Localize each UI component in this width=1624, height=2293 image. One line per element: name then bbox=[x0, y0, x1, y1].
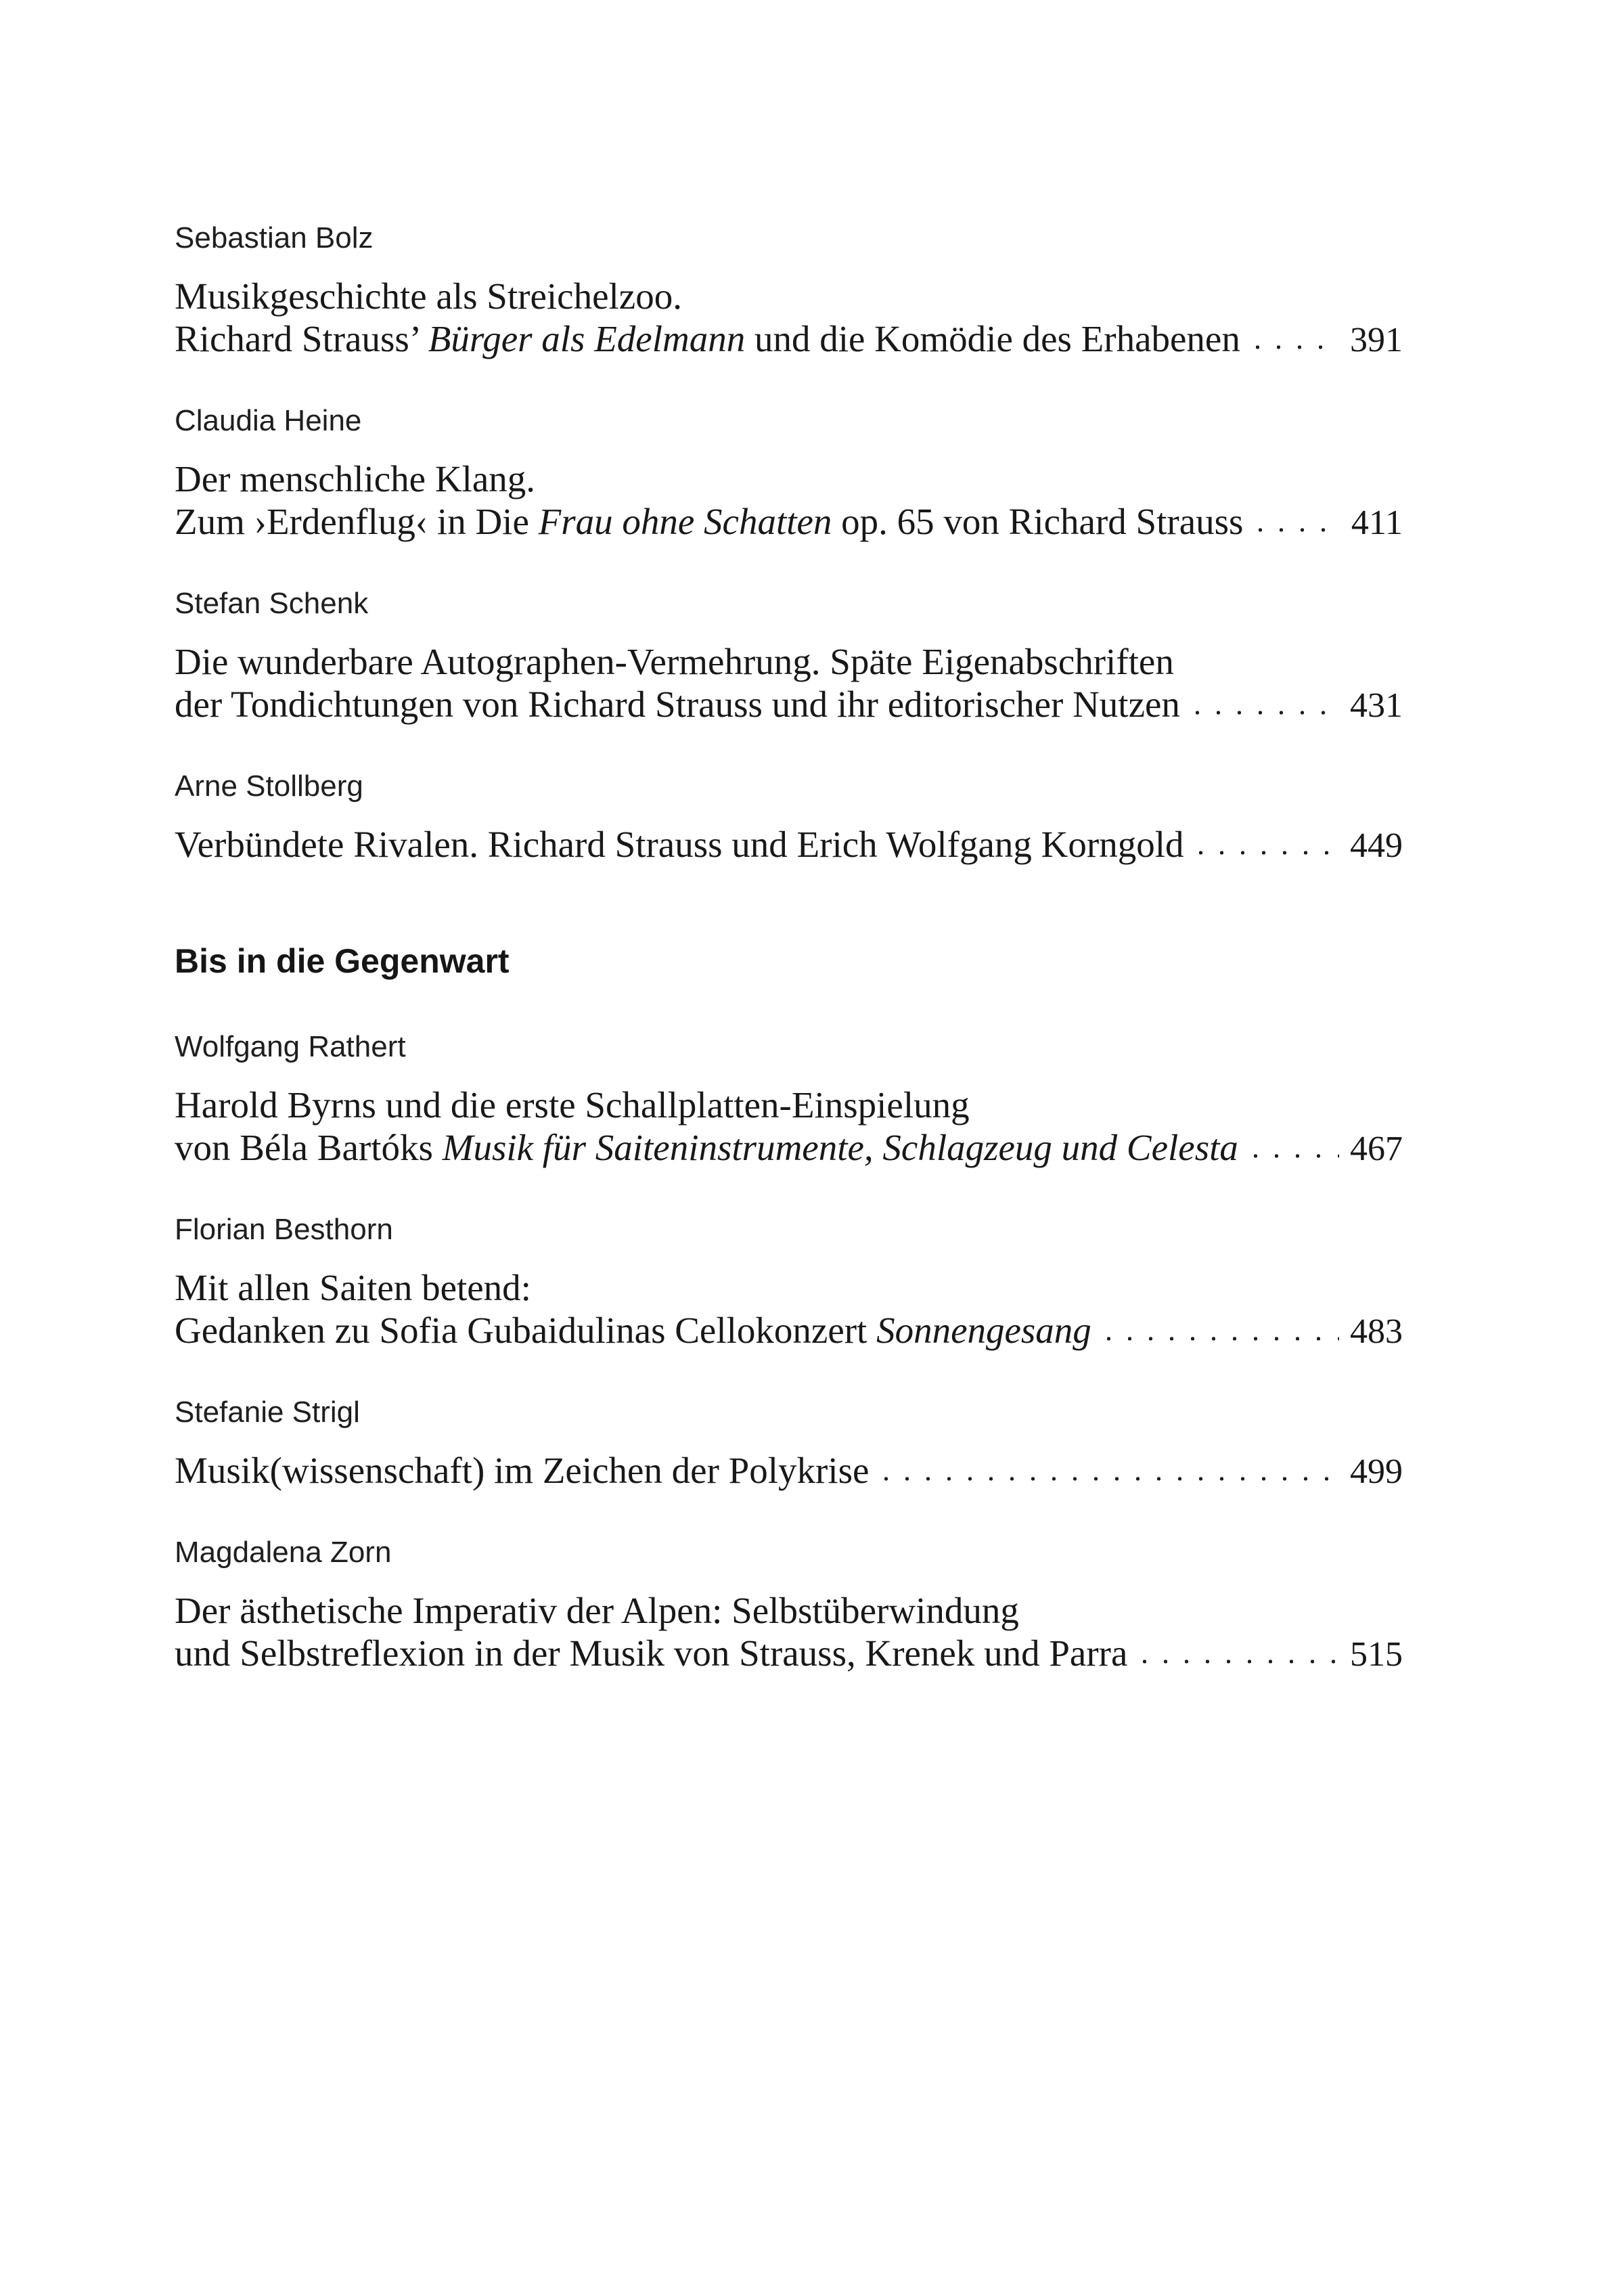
entry-title bbox=[175, 1084, 1403, 1169]
title-run: Der menschliche Klang. bbox=[175, 458, 536, 499]
entry-title bbox=[175, 1266, 1403, 1352]
toc-entry bbox=[175, 770, 1403, 866]
dot-leader bbox=[1247, 317, 1339, 360]
author-name: Wolfgang Rathert bbox=[175, 1030, 406, 1063]
author-name: Magdalena Zorn bbox=[175, 1536, 392, 1569]
entry-title bbox=[175, 458, 1403, 543]
title-line bbox=[175, 1084, 1403, 1126]
dot-leader bbox=[876, 1449, 1339, 1492]
page-number: 483 bbox=[1350, 1312, 1403, 1351]
toc-entry bbox=[175, 1214, 1403, 1352]
title-text bbox=[175, 1632, 1127, 1674]
page-number: 431 bbox=[1350, 686, 1403, 725]
dot-leader bbox=[1190, 823, 1339, 866]
page-number: 467 bbox=[1350, 1130, 1403, 1168]
entry-title bbox=[175, 1449, 1403, 1492]
toc-entry bbox=[175, 1396, 1403, 1492]
title-run: op. 65 von Richard Strauss bbox=[832, 501, 1244, 542]
title-text bbox=[175, 1126, 1238, 1169]
author-name: Stefan Schenk bbox=[175, 587, 369, 620]
dot-leader bbox=[1250, 500, 1340, 543]
title-line bbox=[175, 683, 1403, 726]
title-run: Musik(wissenschaft) im Zeichen der Polykrise bbox=[175, 1450, 870, 1491]
title-text bbox=[175, 317, 1240, 360]
title-text bbox=[175, 640, 1174, 683]
dot-leader bbox=[1134, 1632, 1339, 1674]
toc-entry bbox=[175, 1031, 1403, 1169]
entry-title bbox=[175, 1589, 1403, 1674]
title-line bbox=[175, 1266, 1403, 1309]
title-text bbox=[175, 275, 682, 317]
title-line bbox=[175, 1126, 1403, 1169]
toc-entry bbox=[175, 405, 1403, 543]
dot-leader bbox=[1187, 683, 1339, 726]
toc-content bbox=[175, 222, 1403, 1719]
title-run: Harold Byrns und die erste Schallplatten-Einspielung bbox=[175, 1084, 970, 1126]
title-line bbox=[175, 823, 1403, 866]
toc-entry bbox=[175, 587, 1403, 726]
title-line bbox=[175, 317, 1403, 360]
entry-title bbox=[175, 823, 1403, 866]
title-run: Gedanken zu Sofia Gubaidulinas Cellokonzert bbox=[175, 1310, 877, 1351]
title-line bbox=[175, 500, 1403, 543]
title-italic-run: Frau ohne Schatten bbox=[538, 501, 832, 542]
title-text bbox=[175, 1309, 1091, 1352]
title-run: Musikgeschichte als Streichelzoo. bbox=[175, 275, 682, 317]
title-line bbox=[175, 1589, 1403, 1632]
title-line bbox=[175, 1449, 1403, 1492]
page-number: 515 bbox=[1350, 1635, 1403, 1674]
page-number: 411 bbox=[1351, 504, 1403, 542]
dot-leader bbox=[1245, 1126, 1339, 1169]
title-italic-run: Sonnengesang bbox=[876, 1310, 1091, 1351]
title-run: und Selbstreflexion in der Musik von Strauss, Krenek und Parra bbox=[175, 1632, 1128, 1674]
section-heading: Bis in die Gegenwart bbox=[175, 942, 510, 980]
page-number: 499 bbox=[1350, 1452, 1403, 1491]
page-number: 449 bbox=[1350, 826, 1403, 865]
title-line bbox=[175, 458, 1403, 500]
title-text bbox=[175, 458, 535, 500]
title-text bbox=[175, 1084, 970, 1126]
title-text bbox=[175, 683, 1180, 726]
title-text bbox=[175, 1449, 869, 1492]
title-text bbox=[175, 1589, 1019, 1632]
dot-leader bbox=[1098, 1309, 1339, 1352]
title-run: und die Komödie des Erhabenen bbox=[745, 318, 1240, 359]
author-name: Stefanie Strigl bbox=[175, 1396, 360, 1429]
title-run: von Béla Bartóks bbox=[175, 1127, 443, 1168]
title-text bbox=[175, 500, 1243, 543]
title-run: Der ästhetische Imperativ der Alpen: Selbstüberwindung bbox=[175, 1590, 1019, 1631]
title-italic-run: Bürger als Edelmann bbox=[428, 318, 746, 359]
title-line bbox=[175, 275, 1403, 317]
toc-entry bbox=[175, 1536, 1403, 1674]
author-name: Claudia Heine bbox=[175, 404, 362, 437]
title-italic-run: Musik für Saiteninstrumente, Schlagzeug und Celesta bbox=[442, 1127, 1238, 1168]
title-run: Mit allen Saiten betend: bbox=[175, 1267, 531, 1308]
entry-title bbox=[175, 640, 1403, 726]
title-run: Richard Strauss’ bbox=[175, 318, 428, 359]
toc-entry bbox=[175, 222, 1403, 360]
title-run: der Tondichtungen von Richard Strauss und ihr editorischer Nutzen bbox=[175, 684, 1180, 725]
title-run: Zum ›Erdenflug‹ in Die bbox=[175, 501, 539, 542]
title-line bbox=[175, 640, 1403, 683]
page-number: 391 bbox=[1350, 321, 1403, 359]
author-name: Florian Besthorn bbox=[175, 1213, 393, 1246]
title-line bbox=[175, 1309, 1403, 1352]
title-line bbox=[175, 1632, 1403, 1674]
title-text bbox=[175, 1266, 531, 1309]
entry-title bbox=[175, 275, 1403, 360]
title-text bbox=[175, 823, 1183, 866]
author-name: Sebastian Bolz bbox=[175, 221, 374, 254]
author-name: Arne Stollberg bbox=[175, 770, 363, 803]
title-run: Die wunderbare Autographen-Vermehrung. Späte Eigenabschriften bbox=[175, 641, 1174, 682]
title-run: Verbündete Rivalen. Richard Strauss und Erich Wolfgang Korngold bbox=[175, 824, 1184, 865]
